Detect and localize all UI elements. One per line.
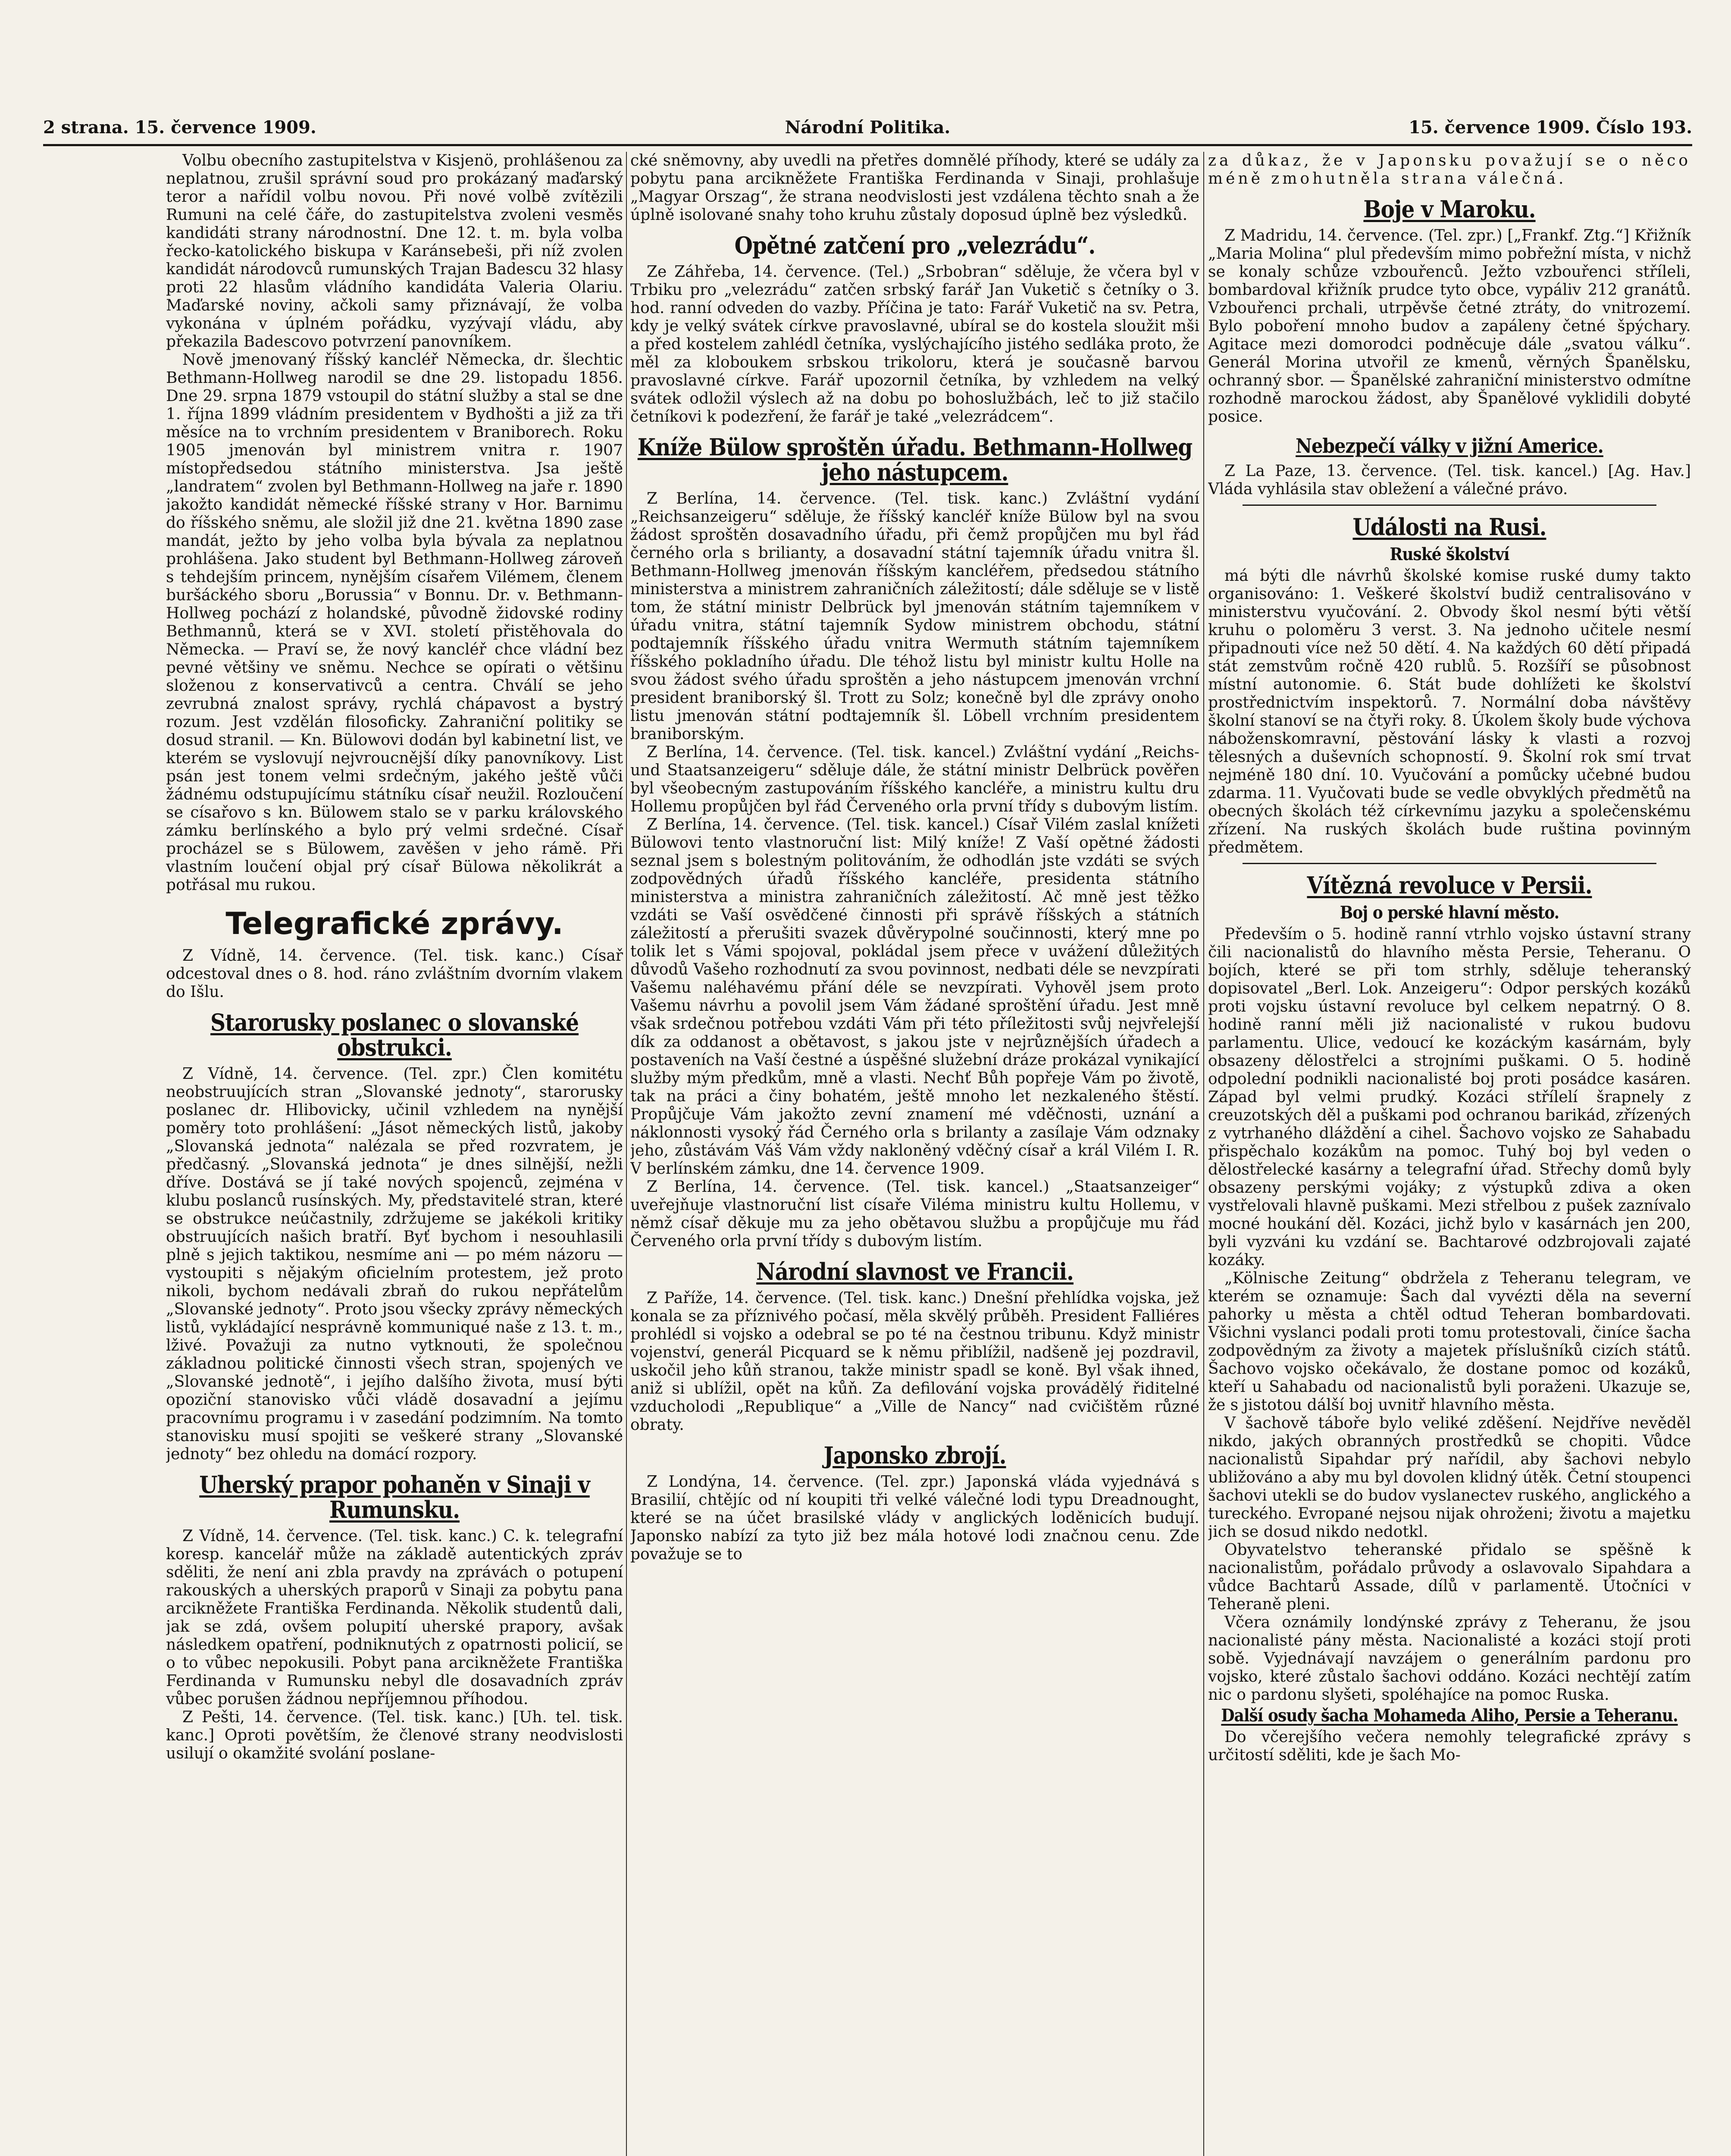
article-subheading: Ruské školství bbox=[1390, 544, 1509, 564]
article-paragraph: Z Vídně, 14. července. (Tel. zpr.) Člen komitétu neobstruujících stran „Slovanské jednoty“, starorusky poslanec dr. Hlibovicky, učinil vzhledem na nynější poměry toto prohlášení: „Jásot německých listů, jakoby „Slovanská jednota“ nalézala se před rozvratem, je předčasný. „Slovanská jednota“ je dnes silnější, nežli dříve. Dostává se jí také nových spojenců, zejména v klubu poslanců rusínských. My, představitelé stran, které se obstrukce neúčastnily, zdržujeme se jakékoli kritiky obstruujících našich bratří. Byť bychom i nesouhlasili plně s jejich taktikou, nesmíme ani — po mém názoru — vystoupiti s nějakým oficielním protestem, jež proto nikoli, bychom nedávali zbraň do rukou nepřátelům „Slovanské jednoty“. Proto jsou všecky zprávy německých listů, vykládající nesprávně kommuniqué naše z 13. t. m., lživé. Považuji za nutno vytknouti, že společnou základnou politické činnosti všech stran, spojených ve „Slovanské jednotě“, i jejího dalšího života, musí býti opoziční stanovisko vůči vládě dosavadní a jejímu pracovnímu programu i v zasedání podzimním. Na tomto stanovisku musí spojiti se veškeré strany „Slovanské jednoty“ bez ohledu na domácí rozpory. bbox=[166, 1065, 623, 1463]
article-paragraph: Především o 5. hodině ranní vtrhlo vojsko ústavní strany čili nacionalistů do hlavního města Persie, Teheranu. O bojích, které se při tom strhly, sděluje teheranský dopisovatel „Berl. Lok. Anzeigeru“: Odpor perských kozáků proti vojsku ústavní revoluce byl celkem nepatrný. O 8. hodině ranní měli již nacionalisté v rukou budovu parlamentu. Ulice, vedoucí ke kozáckým kasárnám, byly obsazeny dělostřelci a strojními puškami. O 5. hodině odpolední podnikli nacionalisté boj proti posádce kasáren. Západ byl velmi prudký. Kozáci střílelí šrapnely z creuzotských děl a puškami pod ochranou barikád, zřízených z vytrhaného dláždění a cihel. Šachovo vojsko ze Sahabadu přispěchalo kozákům na pomoc. Tuhý boj byl veden o dělostřelecké kasárny a telegrafní úřad. Střechy domů byly obsazeny perskými vojáky; z výstupků zdiva a oken vystřelovali hlavně puškami. Mezi střelbou z pušek zaznívalo mocné houkání děl. Kozáci, jichž bylo v kasárnách jen 200, byli vyzváni ku vzdání se. Bachtarové odzbrojovali zajaté kozáky. bbox=[1208, 925, 1691, 1269]
article-headline: Kníže Bülow sproštěn úřadu. Bethmann-Hollweg jeho nástupcem. bbox=[637, 433, 1193, 486]
article-paragraph: Z Berlína, 14. července. (Tel. tisk. kancel.) „Staatsanzeiger“ uveřejňuje vlastnoruční list císaře Viléma ministru kultu Hollemu, v němž císař děkuje mu za jeho obětavou službu a propůjčuje mu řád Červeného orla první třídy s dubovým listím. bbox=[630, 1178, 1199, 1250]
article-paragraph: Ze Záhřeba, 14. července. (Tel.) „Srbobran“ sděluje, že včera byl v Trbiku pro „velezrádu“ zatčen srbský farář Jan Vuketič s četníky o 3. hod. ranní odveden do vazby. Příčina je tato: Farář Vuketič na sv. Petra, kdy je velký svátek církve pravoslavné, ubíral se do kostela sloužit mši a před kostelem zahlédl četníka, vyslýchajícího jistého sedláka proto, že měl za kloboukem srbskou trikoloru, která je současně barvou pravoslavné církve. Farář upozornil četníka, by vzhledem na velký svátek odložil výslech až na dobu po bohoslužbách, leč to již stačilo četníkovi k podezření, že farář je také „velezrádcem“. bbox=[630, 263, 1199, 426]
article-paragraph: Obyvatelstvo teheranské přidalo se spěšně k nacionalistům, pořádalo průvody a oslavovalo Sipahdara a vůdce Bachtarů Assade, dílů v parlamentě. Útočníci v Teheraně pleni. bbox=[1208, 1541, 1691, 1613]
article-paragraph: za důkaz, že v Japonsku považují se o něco méně zmohutněla strana válečná. bbox=[1208, 152, 1691, 188]
article-headline: Opětné zatčení pro „velezrádu“. bbox=[734, 232, 1096, 259]
page-date-left: 2 strana. 15. července 1909. bbox=[43, 117, 316, 138]
column-divider bbox=[1203, 152, 1204, 2156]
article-paragraph: Z Vídně, 14. července. (Tel. tisk. kanc.) Císař odcestoval dnes o 8. hod. ráno zvláštním dvorním vlakem do Išlu. bbox=[166, 947, 623, 1001]
article-headline: Boje v Maroku. bbox=[1363, 195, 1536, 223]
column-divider bbox=[626, 152, 627, 2156]
article-headline: Nebezpečí války v jižní Americe. bbox=[1296, 434, 1603, 458]
masthead bbox=[43, 116, 1692, 143]
article-paragraph: Z Berlína, 14. července. (Tel. tisk. kanc.) Zvláštní vydání „Reichsanzeigeru“ sděluje, že říšský kancléř kníže Bülow byl na svou žádost sproštěn dosavadního úřadu, při čemž propůjčen mu byl řád černého orla s brilianty, a dosavadní státní tajemník úřadu vnitra šl. Bethmann-Hollweg jmenován říšským kancléřem, předsedou státního ministerstva a ministrem zahraničních záležitostí; dále sděluje se v listě tom, že státní ministr Delbrück byl jmenován státním tajemníkem v úřadu vnitra, státní tajemník Sydow ministrem obchodu, státní podtajemník říšského úřadu vnitra Wermuth státním tajemníkem říšského pokladního úřadu. Dle téhož listu byl ministr kultu Holle na svou žádost svého úřadu sproštěn a jeho nástupcem jmenován vrchní president braniborský šl. Trott zu Solz; konečně byl dle zprávy onoho listu jmenován státní podtajemník šl. Löbell vrchním presidentem braniborským. bbox=[630, 490, 1199, 743]
article-paragraph: Z Vídně, 14. července. (Tel. tisk. kanc.) C. k. telegrafní koresp. kancelář může na základě autentických zpráv sděliti, že není ani zbla pravdy na zprávách o potupení rakouských a uherských praporů v Sinaji za pobytu pana arcikněžete Františka Ferdinanda. Několik studentů dali, jak se zdá, ovšem polupití uherské prapory, avšak následkem opatření, podniknutých z opatrnosti policií, se o to vůbec nepokusili. Pobyt pana arcikněžete Františka Ferdinanda v Rumunsku nebyl dle dosavadních zpráv vůbec porušen žádnou nepříjemnou příhodou. bbox=[166, 1527, 623, 1708]
newspaper-title: Národní Politika. bbox=[785, 117, 951, 138]
article-paragraph: Z Madridu, 14. července. (Tel. zpr.) [„Frankf. Ztg.“] Křižník „Maria Molina“ plul především mimo pobřežní místa, v nichž se konaly schůze vzbouřenců. Ježto vzbouřenci stříleli, bombardoval křižník prudce tyto obce, vypáliv 212 granátů. Vzbouřenci prchali, utrpěvše četné ztráty, do vnitrozemí. Bylo poboření mnoho budov a zapáleny četné špýchary. Agitace mezi domorodci podněcuje dále „svatou válku“. Generál Morina utvořil ze kmenů, věrných Španělsku, ochranný sbor. — Španělské zahraniční ministerstvo odmítne rozhodně marockou žádost, aby Španělové vyklidili dobyté posice. bbox=[1208, 227, 1691, 426]
divider bbox=[1243, 505, 1656, 506]
article-paragraph: Volbu obecního zastupitelstva v Kisjenö, prohlášenou za neplatnou, zrušil správní soud pro prokázaný maďarský teror a nařídil volbu novou. Při nové volbě zvítězili Rumuni na celé čáře, do zastupitelstva zvoleni vesměs kandidáti strany národnostní. Dne 12. t. m. byla volba řecko-katolického biskupa v Karánsebeši, při níž zvolen kandidát národovců rumunských Trajan Badescu 32 hlasy proti 22 hlasům vládního kandidáta Valeria Olariu. Maďarské noviny, ačkoli samy přiznávají, že volba vykonána v úplném pořádku, vyzývají vládu, aby překazila Badescovo potvrzení panovníkem. bbox=[166, 152, 623, 351]
article-paragraph: Z Pešti, 14. července. (Tel. tisk. kanc.) [Uh. tel. tisk. kanc.] Oproti povětším, že členové strany neodvislosti usilují o okamžité svolání poslane- bbox=[166, 1708, 623, 1762]
article-paragraph: Z Berlína, 14. července. (Tel. tisk. kancel.) Zvláštní vydání „Reichs- und Staatsanzeigeru“ sděluje dále, že státní ministr Delbrück pověřen byl všeobecným zastupováním říšského kancléře, a ministru kultu dru Hollemu propůjčen byl řád Červeného orla první třídy s dubovým listím. bbox=[630, 743, 1199, 815]
article-paragraph: Do včerejšího večera nemohly telegrafické zprávy s určitostí sděliti, kde je šach Mo- bbox=[1208, 1728, 1691, 1764]
section-heading: Vítězná revoluce v Persii. bbox=[1307, 871, 1592, 899]
article-headline: Uherský prapor pohaněn v Sinaji v Rumunsku. bbox=[199, 1471, 590, 1523]
column-2 bbox=[630, 152, 1199, 2156]
article-headline: Národní slavnost ve Francii. bbox=[756, 1258, 1074, 1285]
article-paragraph: má býti dle návrhů školské komise ruské dumy takto organisováno: 1. Veškeré školství budiž centralisováno v ministerstvu vyučování. 2. Obvody škol nesmí býti větší kruhu o poloměru 3 verst. 3. Na jednoho učitele nesmí připadnouti více než 50 dětí. 4. Na každých 60 dětí připadá stát zemstvům ročně 420 rublů. 5. Rozšíří se působnost místní autonomie. 6. Stát bude dohlížeti ke školství prostřednictvím inspektorů. 7. Normální doba návštěvy školní stanoví se na čtyři roky. 8. Úkolem školy bude výchova náboženskomravní, pěstování lásky k vlasti a rozvoj tělesných a duševních schopností. 9. Školní rok smí trvat nejméně 180 dní. 10. Vyučování a pomůcky učebné budou zdarma. 11. Vyučovati bude se vedle obvyklých předmětů na obecných školách též církevnímu jazyku a společenskému zřízení. Na ruských školách bude ruština povinným předmětem. bbox=[1208, 567, 1691, 856]
divider bbox=[1243, 863, 1656, 864]
article-paragraph: „Kölnische Zeitung“ obdržela z Teheranu telegram, ve kterém se oznamuje: Šach dal vyvézti děla na severní pahorky u města a chtěl odtud Teheran bombardovati. Všichni vyslanci podali proti tomu protestovali, činíce šacha zodpovědným za životy a majetek příslušníků cizích států. Šachovo vojsko očekávalo, že dostane pomoc od kozáků, kteří u Sahabadu od nacionalistů byli poraženi. Ukazuje se, že s jistotou dálší boj uvnitř hlavního města. bbox=[1208, 1269, 1691, 1414]
article-headline: Japonsko zbrojí. bbox=[823, 1442, 1006, 1469]
article-paragraph: Nově jmenovaný říšský kancléř Německa, dr. šlechtic Bethmann-Hollweg narodil se dne 29. listopadu 1856. Dne 29. srpna 1879 vstoupil do státní služby a stal se dne 1. října 1899 vládním presidentem v Bydhošti a již za tři měsíce na to vrchním presidentem v Braniborech. Roku 1905 jmenován byl ministrem vnitra r. 1907 místopředsedou státního ministerstva. Jsa ještě „landratem“ zvolen byl Bethmann-Hollweg na jaře r. 1890 jakožto kandidát německé říšské strany v Hor. Barnimu do říšského sněmu, ale složil již dne 21. května 1890 zase mandát, ježto by jeho volba byla bývala za neplatnou prohlášena. Jako student byl Bethmann-Hollweg zároveň s tehdejším princem, nynějším císařem Vilémem, členem buršáckého sboru „Borussia“ v Bonnu. Dr. v. Bethmann-Hollweg pochází z holandské, původně židovské rodiny Bethmannů, která se v XVI. století přistěhovala do Německa. — Praví se, že nový kancléř chce vládní bez pevné většiny ve sněmu. Nechce se opírati o většinu složenou z konservativců a centra. Chválí se jeho zevrubná znalost správy, rychlá chápavost a bystrý rozum. Jest vzdělán filosoficky. Zahraniční politiky se dosud stranil. — Kn. Bülowovi dodán byl kabinetní list, ve kterém se vyslovují nejvroucnější díky panovníkovy. List psán jest tonem velmi srdečným, jakého ještě vůči žádnému odstupujícímu státníku císař neužil. Rozloučení se císařovo s kn. Bülowem stalo se v parku královského zámku berlínského a bylo prý velmi srdečné. Císař procházel se s Bülowem, zavěšen v jeho rámě. Při vlastním loučení objal prý císař Bülowa několikrát a potřásal mu rukou. bbox=[166, 351, 623, 894]
article-paragraph: Z Londýna, 14. července. (Tel. zpr.) Japonská vláda vyjednává s Brasilií, chtějíc od ní koupiti tři velké válečné lodi typu Dreadnought, které se na účet brasilské vlády v anglických loděnicích budují. Japonsko nabízí za tyto již bez mála hotové lodi značnou cenu. Zde považuje se to bbox=[630, 1473, 1199, 1563]
article-subheading: Boj o perské hlavní město. bbox=[1340, 903, 1559, 923]
column-3 bbox=[1208, 152, 1691, 2156]
article-paragraph: Z Paříže, 14. července. (Tel. tisk. kanc.) Dnešní přehlídka vojska, jež konala se za příznivého počasí, měla skvělý průběh. President Falliéres prohlédl si vojsko a odebral se po té na čestnou tribunu. Když ministr vojenství, generál Picquard se k němu přiblížil, nadšeně jej pozdravil, uskočil jeho kůň stranou, takže ministr spadl se koně. Byl však ihned, aniž si ublížil, opět na kůň. Za defilování vojska provádělý řiditelné vzducholodi „Republique“ a „Ville de Nancy“ nad cvičištěm různé obraty. bbox=[630, 1289, 1199, 1434]
section-heading: Události na Rusi. bbox=[1352, 513, 1546, 541]
column-1 bbox=[166, 152, 623, 2156]
masthead-rule bbox=[43, 144, 1692, 146]
article-paragraph: V šachově táboře bylo veliké zděšení. Nejdříve nevěděl nikdo, jakých obranných prostředků se chopiti. Vůdce nacionalistů Sipahdar prý nařídil, aby šachovi nebylo ubližováno a aby mu byl dovolen klidný útěk. Četní stoupenci šachovi utekli se do budov vyslanectev ruského, anglického a tureckého. Evropané nejsou nijak ohroženi; životu a majetku jich se dosud nikdo nedotkl. bbox=[1208, 1414, 1691, 1541]
article-headline: Další osudy šacha Mohameda Aliho, Persie a Teheranu. bbox=[1221, 1705, 1678, 1726]
article-paragraph: Z Berlína, 14. července. (Tel. tisk. kancel.) Císař Vilém zaslal knížeti Bülowovi tento vlastnoruční list: Milý kníže! Z Vaší opětné žádosti seznal jsem s bolestným politováním, že odhodlán jste vzdáti se svých zodpovědných úřadů říšského kancléře, presidenta státního ministerstva a ministra zahraničních záležitostí. Ač mně jest těžko vzdáti se Vaší osvědčené činnosti při správě říšských a státních záležitostí a přerušiti svazek důvěrypolné součinnosti, který mne po tolik let s Vámi spojoval, pokládal jsem přece v uvážení důležitých důvodů Vašeho rozhodnutí za svou povinnost, nedbati déle se nevzpírati Vašemu naléhavému přání déle se nevzpírati. Vyhověl jsem proto Vašemu návrhu a povolil jsem Vám žádané sproštění úřadu. Jest mně však srdečnou potřebou vzdáti Vám při této příležitosti svůj nejvřelejší dík za oddanost a obětavost, s jakou jste v nejrůznějších úřadech a postaveních na Vaší čestné a úspěšné služební dráze prokázal vynikající služby mým předkům, mně a vlasti. Nechť Bůh popřeje Vám po životě, tak na práci a činy bohatém, ještě mnoho let nezkaleného štěstí. Propůjčuje Vám jakožto zevní znamení mé vděčnosti, uznání a náklonnosti vysoký řád Černého orla s brilanty a zasílaje Vám odznaky jeho, zůstávám Váš Vám vždy nakloněný vděčný císař a král Vilém I. R. V berlínském zámku, dne 14. července 1909. bbox=[630, 816, 1199, 1178]
article-headline: Starorusky poslanec o slovanské obstrukci. bbox=[210, 1009, 579, 1061]
section-heading-telegrams: Telegrafické zprávy. bbox=[225, 906, 563, 941]
issue-number: 15. července 1909. Číslo 193. bbox=[1409, 117, 1692, 138]
article-paragraph: Z La Paze, 13. července. (Tel. tisk. kancel.) [Ag. Hav.] Vláda vyhlásila stav obležení a válečné právo. bbox=[1208, 462, 1691, 498]
article-paragraph: cké sněmovny, aby uvedli na přetřes domnělé příhody, které se udály za pobytu pana arcikněžete Františka Ferdinanda v Sinaji, prohlašuje „Magyar Orszag“, že strana neodvislosti jest vzdálena těchto snah a že úplně isolované snahy toho kruhu zůstaly doposud úplně bez výsledků. bbox=[630, 152, 1199, 224]
article-paragraph: Včera oznámily londýnské zprávy z Teheranu, že jsou nacionalisté pány města. Nacionalisté a kozáci stojí proti sobě. Vyjednávají navzájem o generálním pardonu pro vojsko, které zůstalo šachovi oddáno. Kozáci nechtějí zatím nic o pardonu slyšeti, spoléhajíce na pomoc Ruska. bbox=[1208, 1614, 1691, 1704]
